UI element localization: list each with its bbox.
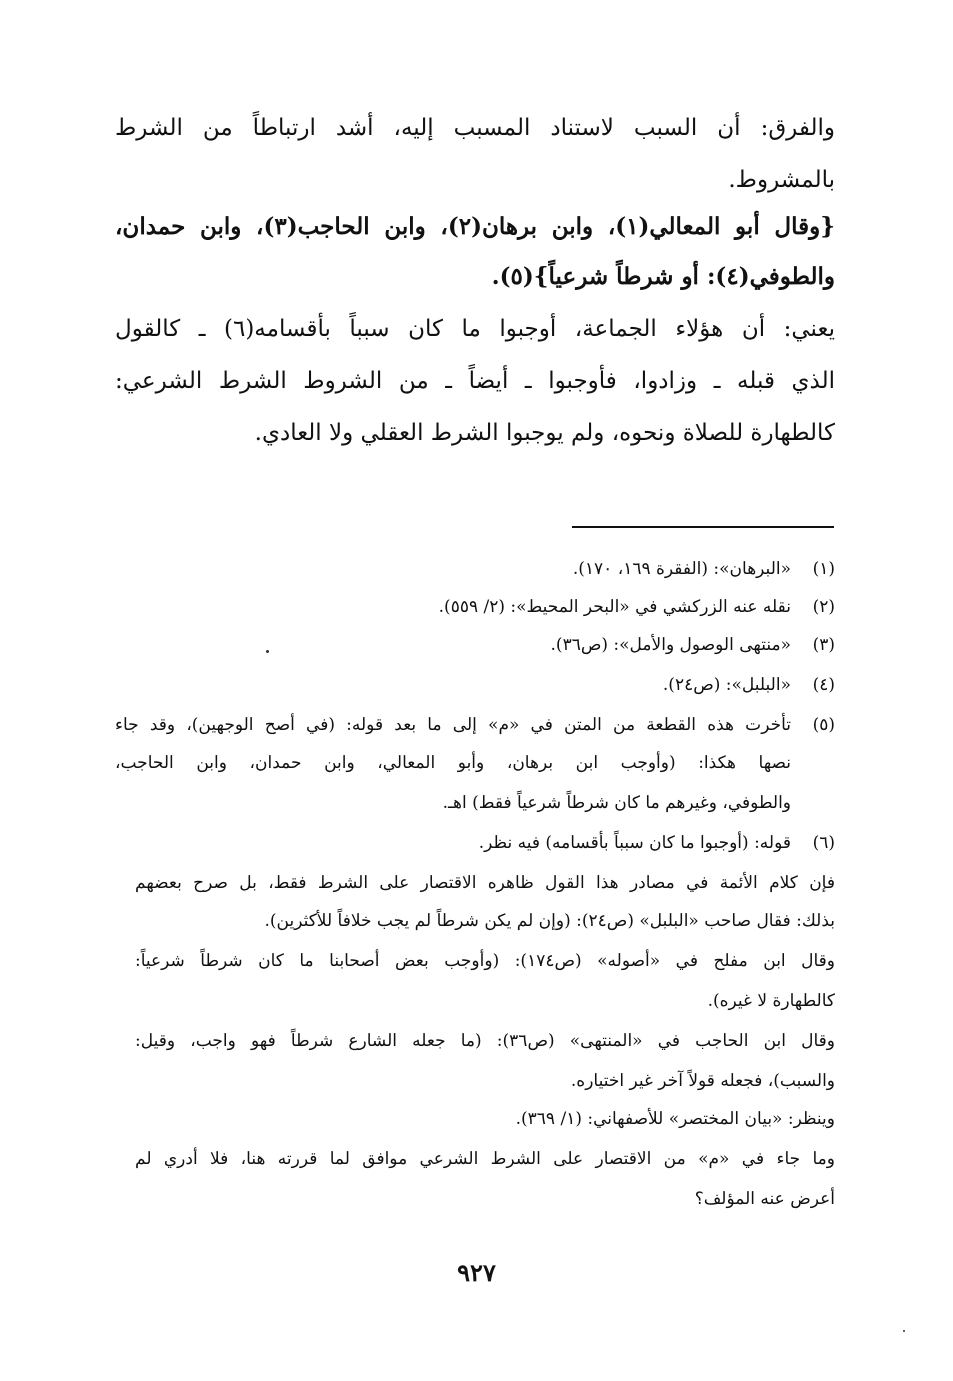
scan-speck: [266, 650, 269, 653]
footnote-6-line-1: قوله: (أوجبوا ما كان سبباً بأقسامه) فيه نظر.: [478, 833, 791, 853]
footnote-6-line-7: والسبب)، فجعله قولاً آخر غير اختياره.: [570, 1071, 835, 1091]
footnote-6-line-4: وقال ابن مفلح في «أصوله» (ص١٧٤): (وأوجب بعض أصحابنا ما كان شرطاً شرعياً:: [135, 951, 835, 971]
footnote-number-2: (٢): [812, 597, 835, 617]
main-text-line-6: الذي قبله ـ وزادوا، فأوجبوا ـ أيضاً ـ من الشروط الشرط الشرعي:: [115, 368, 835, 394]
main-text-line-3: {وقال أبو المعالي(١)، وابن برهان(٢)، وابن الحاجب(٣)، وابن حمدان،: [115, 213, 835, 240]
page-number: ٩٢٧: [457, 1258, 496, 1287]
scan-speck: [903, 1330, 905, 1332]
main-text-line-1: والفرق: أن السبب لاستناد المسبب إليه، أشد ارتباطاً من الشرط: [115, 115, 835, 141]
footnote-6-line-3: بذلك: فقال صاحب «البلبل» (ص٢٤): (وإن لم يكن شرطاً لم يجب خلافاً للأكثرين).: [264, 911, 835, 931]
main-text-line-7: كالطهارة للصلاة ونحوه، ولم يوجبوا الشرط العقلي ولا العادي.: [254, 420, 835, 446]
footnote-5-line-3: والطوفي، وغيرهم ما كان شرطاً شرعياً فقط) اهـ.: [442, 793, 791, 813]
footnote-number-1: (١): [812, 559, 835, 579]
footnote-5-line-2: نصها هكذا: (وأوجب ابن برهان، وأبو المعالي، وابن حمدان، وابن الحاجب،: [115, 753, 792, 773]
footnote-number-3: (٣): [812, 635, 835, 655]
footnote-separator: [572, 526, 834, 528]
footnote-number-5: (٥): [812, 715, 835, 735]
footnote-number-4: (٤): [812, 675, 835, 695]
footnote-6-line-2: فإن كلام الأئمة في مصادر هذا القول ظاهره الاقتصار على الشرط فقط، بل صرح بعضهم: [135, 873, 835, 893]
footnote-5-line-1: تأخرت هذه القطعة من المتن في «م» إلى ما بعد قوله: (في أصح الوجهين)، وقد جاء: [115, 715, 791, 735]
main-text-line-2: بالمشروط.: [728, 167, 835, 193]
main-text-line-4: والطوفي(٤): أو شرطاً شرعياً}(٥).: [491, 263, 835, 290]
footnote-6-line-10: أعرض عنه المؤلف؟: [694, 1189, 835, 1209]
footnote-6-line-8: وينظر: «بيان المختصر» للأصفهاني: (١/ ٣٦٩).: [515, 1109, 835, 1129]
footnote-2-text: نقله عنه الزركشي في «البحر المحيط»: (٢/ ٥٥٩).: [438, 597, 791, 617]
footnote-6-line-6: وقال ابن الحاجب في «المنتهى» (ص٣٦): (ما جعله الشارع شرطاً فهو واجب، وقيل:: [135, 1031, 835, 1051]
footnote-number-6: (٦): [812, 833, 835, 853]
footnote-1-text: «البرهان»: (الفقرة ١٦٩، ١٧٠).: [572, 559, 791, 579]
footnote-3-text: «منتهى الوصول والأمل»: (ص٣٦).: [550, 635, 791, 655]
main-text-line-5: يعني: أن هؤلاء الجماعة، أوجبوا ما كان سبباً بأقسامه(٦) ـ كالقول: [115, 316, 835, 342]
footnote-6-line-5: كالطهارة لا غيره).: [707, 991, 835, 1011]
footnote-6-line-9: وما جاء في «م» من الاقتصار على الشرط الشرعي موافق لما قررته هنا، فلا أدري لم: [135, 1149, 835, 1169]
footnote-4-text: «البلبل»: (ص٢٤).: [662, 675, 791, 695]
